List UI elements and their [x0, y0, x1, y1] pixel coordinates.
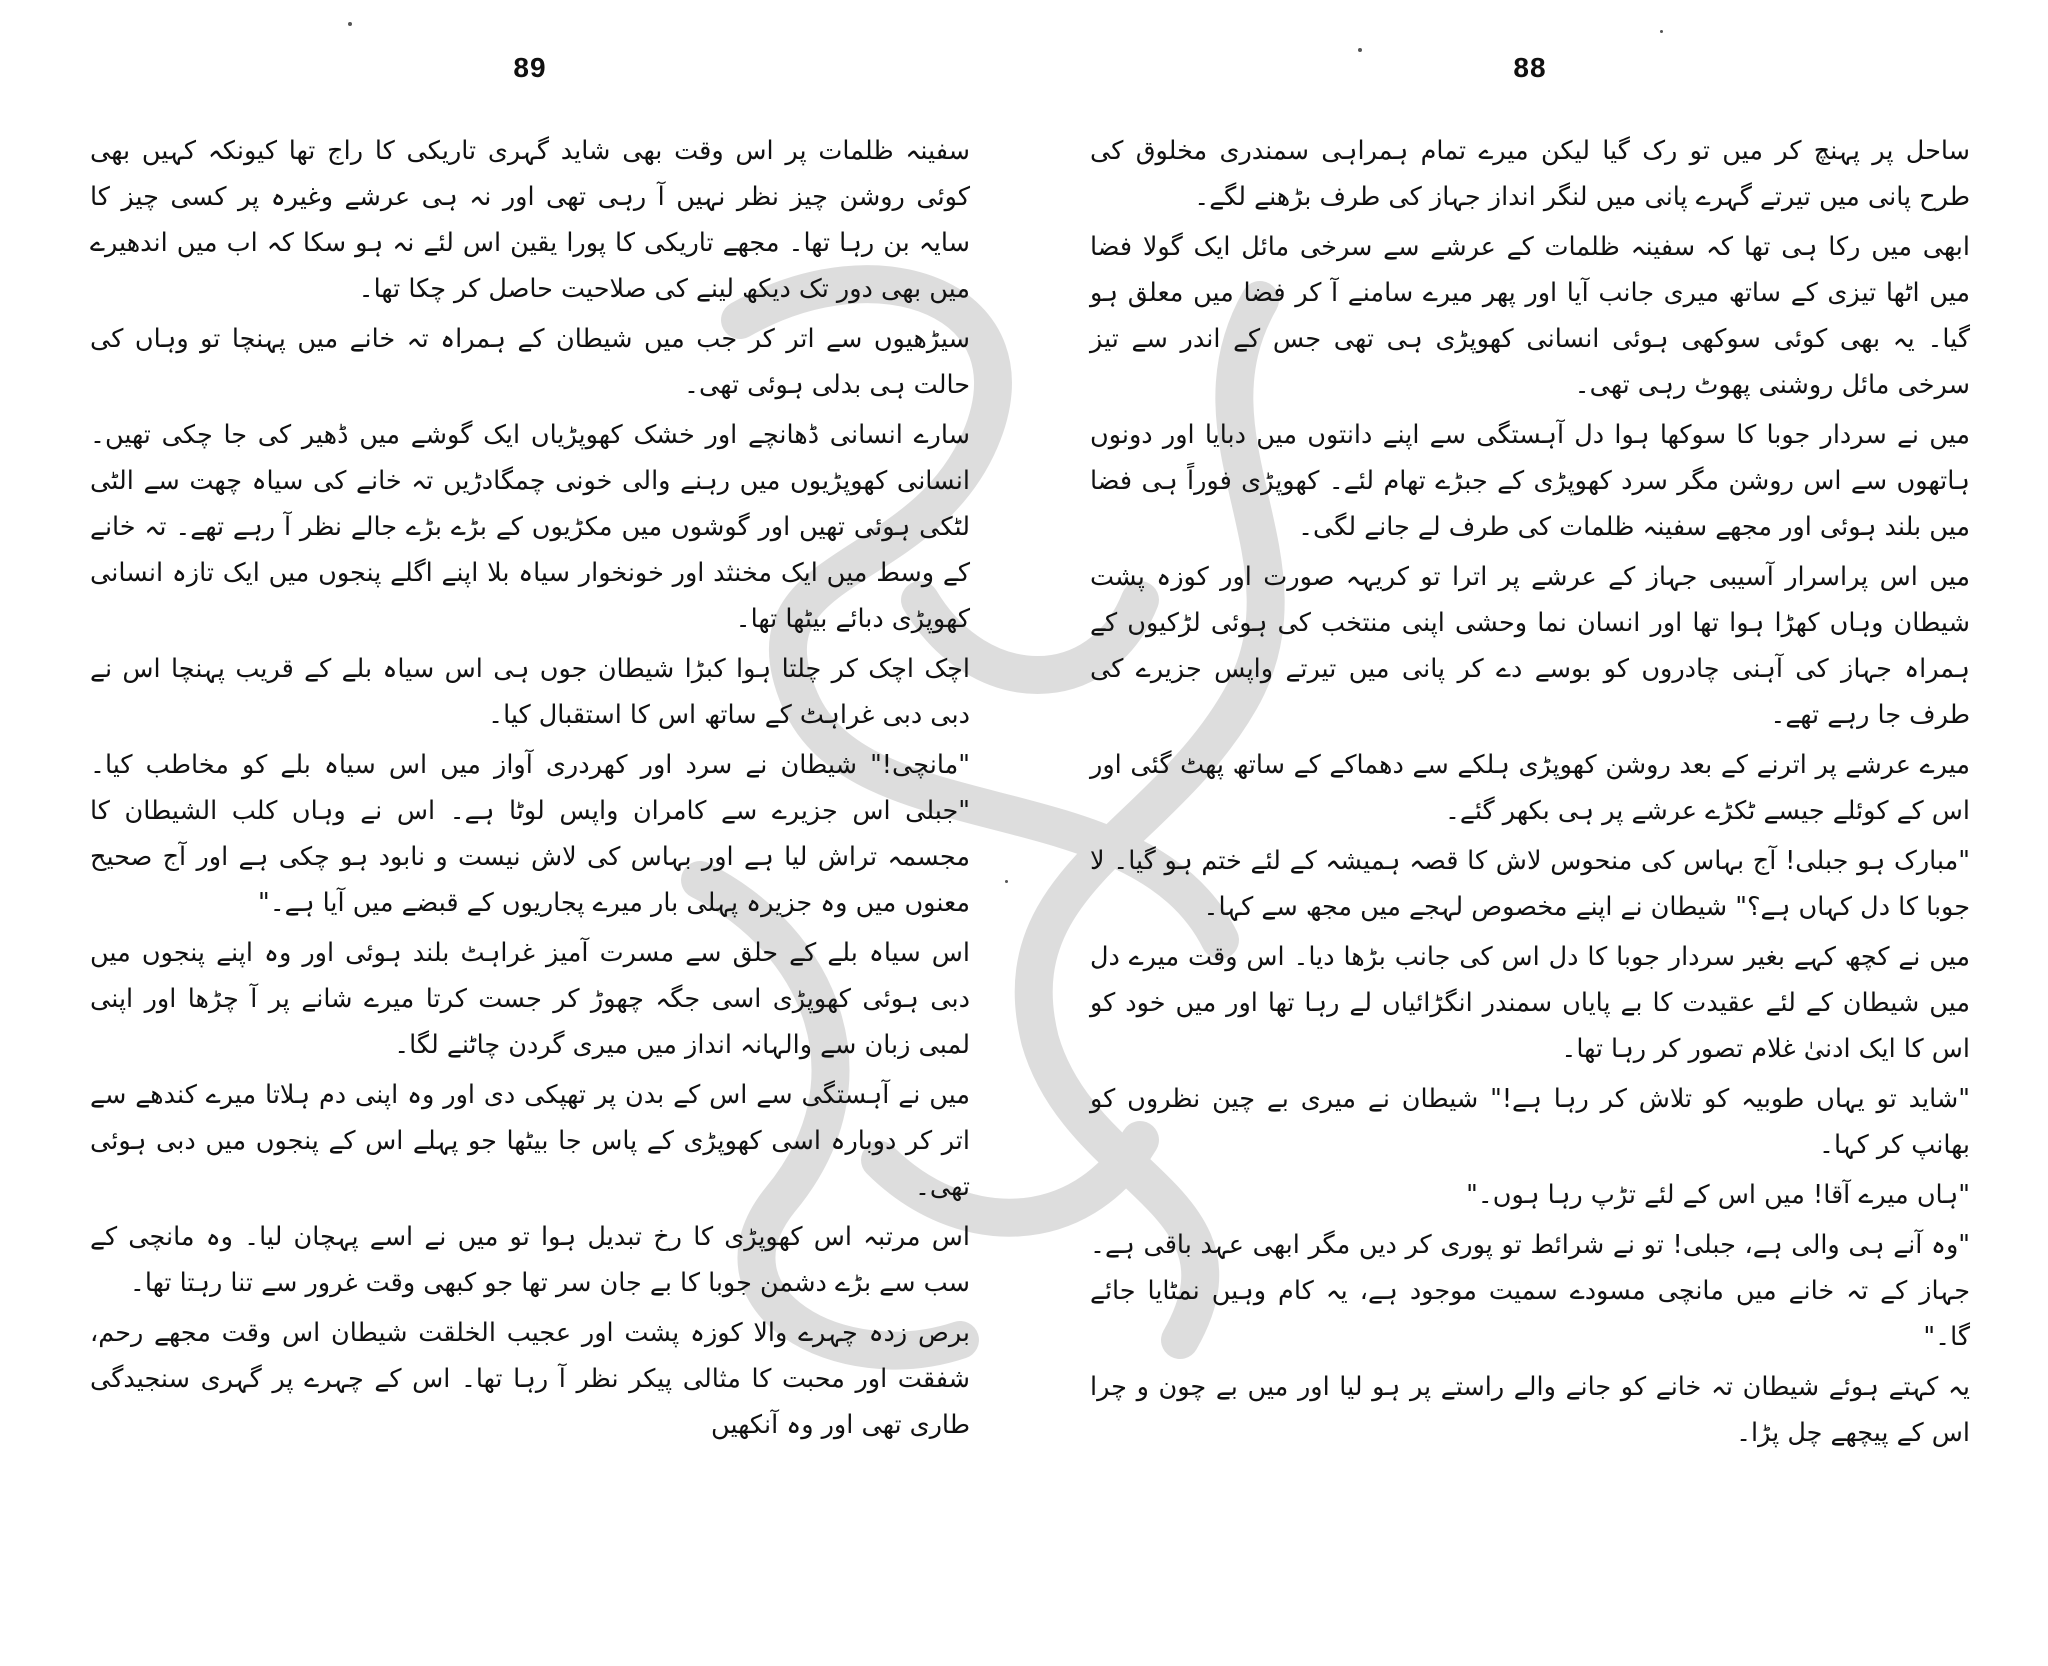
paragraph: "مانچی!" شیطان نے سرد اور کھردری آواز میں اس سیاہ بلے کو مخاطب کیا۔ "جبلی اس جزیرے سے کامران واپس لوٹا ہے۔ اس نے وہاں کلب الشیطان کا مجسمہ تراش لیا ہے اور بہاس کی لاش نیست و نابود ہو چکی ہے اور آج صحیح معنوں میں وہ جزیرہ پہلی بار میرے پجاریوں کے قبضے میں آیا ہے۔" — [90, 750, 970, 918]
page-text — [1090, 128, 1970, 1460]
paragraph: میں اس پراسرار آسیبی جہاز کے عرشے پر اترا تو کریہہ صورت اور کوزہ پشت شیطان وہاں کھڑا ہوا تھا اور انسان نما وحشی اپنی منتخب کی ہوئی لڑکیوں کے ہمراہ جہاز کی آہنی چادروں کو بوسے دے کر پانی میں تیرتے واپس جزیرے کی طرف جا رہے تھے۔ — [1090, 562, 1970, 730]
left-page — [90, 0, 970, 1666]
paragraph: میں نے سردار جوبا کا سوکھا ہوا دل آہستگی سے اپنے دانتوں میں دبایا اور دونوں ہاتھوں سے اس روشن مگر سرد کھوپڑی کے جبڑے تھام لئے۔ کھوپڑی فوراً ہی فضا میں بلند ہوئی اور مجھے سفینہ ظلمات کی طرف لے جانے لگی۔ — [1090, 420, 1970, 542]
paragraph: "شاید تو یہاں طوبیہ کو تلاش کر رہا ہے!" شیطان نے میری بے چین نظروں کو بھانپ کر کہا۔ — [1090, 1084, 1970, 1160]
paragraph: اس سیاہ بلے کے حلق سے مسرت آمیز غراہٹ بلند ہوئی اور وہ اپنے پنجوں میں دبی ہوئی کھوپڑی اسی جگہ چھوڑ کر جست کرتا میرے شانے پر آ چڑھا اور اپنی لمبی زبان سے والہانہ انداز میں میری گردن چاٹنے لگا۔ — [90, 938, 970, 1060]
paragraph: میں نے کچھ کہے بغیر سردار جوبا کا دل اس کی جانب بڑھا دیا۔ اس وقت میرے دل میں شیطان کے لئے عقیدت کا بے پایاں سمندر انگڑائیاں لے رہا تھا اور میں خود کو اس کا ایک ادنیٰ غلام تصور کر رہا تھا۔ — [1090, 942, 1970, 1064]
paragraph: سیڑھیوں سے اتر کر جب میں شیطان کے ہمراہ تہ خانے میں پہنچا تو وہاں کی حالت ہی بدلی ہوئی تھی۔ — [90, 324, 970, 400]
paragraph: برص زدہ چہرے والا کوزہ پشت اور عجیب الخلقت شیطان اس وقت مجھے رحم، شفقت اور محبت کا مثالی پیکر نظر آ رہا تھا۔ اس کے چہرے پر گہری سنجیدگی طاری تھی اور وہ آنکھیں — [90, 1318, 970, 1440]
paragraph: سارے انسانی ڈھانچے اور خشک کھوپڑیاں ایک گوشے میں ڈھیر کی جا چکی تھیں۔ انسانی کھوپڑیوں میں رہنے والی خونی چمگادڑیں تہ خانے کی سیاہ چھت سے الٹی لٹکی ہوئی تھیں اور گوشوں میں مکڑیوں کے بڑے بڑے جالے نظر آ رہے تھے۔ تہ خانے کے وسط میں ایک مخنثد اور خونخوار سیاہ بلا اپنے اگلے پنجوں میں ایک تازہ انسانی کھوپڑی دبائے بیٹھا تھا۔ — [90, 420, 970, 634]
paragraph: سفینہ ظلمات پر اس وقت بھی شاید گہری تاریکی کا راج تھا کیونکہ کہیں بھی کوئی روشن چیز نظر نہیں آ رہی تھی اور نہ ہی عرشے وغیرہ پر کسی چیز کا سایہ بن رہا تھا۔ مجھے تاریکی کا پورا یقین اس لئے نہ ہو سکا کہ اب میں اندھیرے میں بھی دور تک دیکھ لینے کی صلاحیت حاصل کر چکا تھا۔ — [90, 136, 970, 304]
paragraph: اس مرتبہ اس کھوپڑی کا رخ تبدیل ہوا تو میں نے اسے پہچان لیا۔ وہ مانچی کے سب سے بڑے دشمن جوبا کا بے جان سر تھا جو کبھی وقت غرور سے تنا رہتا تھا۔ — [90, 1222, 970, 1298]
right-page — [1090, 0, 1970, 1666]
page-text — [90, 128, 970, 1452]
page-number: 89 — [513, 52, 547, 83]
scan-speck — [1005, 880, 1008, 883]
paragraph: "مبارک ہو جبلی! آج بہاس کی منحوس لاش کا قصہ ہمیشہ کے لئے ختم ہو گیا۔ لا جوبا کا دل کہاں ہے؟" شیطان نے اپنے مخصوص لہجے میں مجھ سے کہا۔ — [1090, 846, 1970, 922]
paragraph: ابھی میں رکا ہی تھا کہ سفینہ ظلمات کے عرشے سے سرخی مائل ایک گولا فضا میں اٹھا تیزی کے ساتھ میری جانب آیا اور پھر میرے سامنے آ کر فضا میں معلق ہو گیا۔ یہ بھی کوئی سوکھی ہوئی انسانی کھوپڑی ہی تھی جس کے اندر سے تیز سرخی مائل روشنی پھوٹ رہی تھی۔ — [1090, 232, 1970, 400]
paragraph: اچک اچک کر چلتا ہوا کبڑا شیطان جوں ہی اس سیاہ بلے کے قریب پہنچا اس نے دبی دبی غراہٹ کے ساتھ اس کا استقبال کیا۔ — [90, 654, 970, 730]
paragraph: میرے عرشے پر اترنے کے بعد روشن کھوپڑی ہلکے سے دھماکے کے ساتھ پھٹ گئی اور اس کے کوئلے جیسے ٹکڑے عرشے پر ہی بکھر گئے۔ — [1090, 750, 1970, 826]
paragraph: میں نے آہستگی سے اس کے بدن پر تھپکی دی اور وہ اپنی دم ہلاتا میرے کندھے سے اتر کر دوبارہ اسی کھوپڑی کے پاس جا بیٹھا جو پہلے اس کے پنجوں میں دبی ہوئی تھی۔ — [90, 1080, 970, 1202]
paragraph: "وہ آنے ہی والی ہے، جبلی! تو نے شرائط تو پوری کر دیں مگر ابھی عہد باقی ہے۔ جہاز کے تہ خانے میں مانچی مسودے سمیت موجود ہے، یہ کام وہیں نمٹایا جائے گا۔" — [1090, 1230, 1970, 1352]
paragraph: "ہاں میرے آقا! میں اس کے لئے تڑپ رہا ہوں۔" — [1466, 1180, 1970, 1210]
paragraph: یہ کہتے ہوئے شیطان تہ خانے کو جانے والے راستے پر ہو لیا اور میں بے چون و چرا اس کے پیچھے چل پڑا۔ — [1090, 1372, 1970, 1448]
paragraph: ساحل پر پہنچ کر میں تو رک گیا لیکن میرے تمام ہمراہی سمندری مخلوق کی طرح پانی میں تیرتے گہرے پانی میں لنگر انداز جہاز کی طرف بڑھنے لگے۔ — [1090, 136, 1970, 212]
page-number: 88 — [1513, 52, 1547, 83]
